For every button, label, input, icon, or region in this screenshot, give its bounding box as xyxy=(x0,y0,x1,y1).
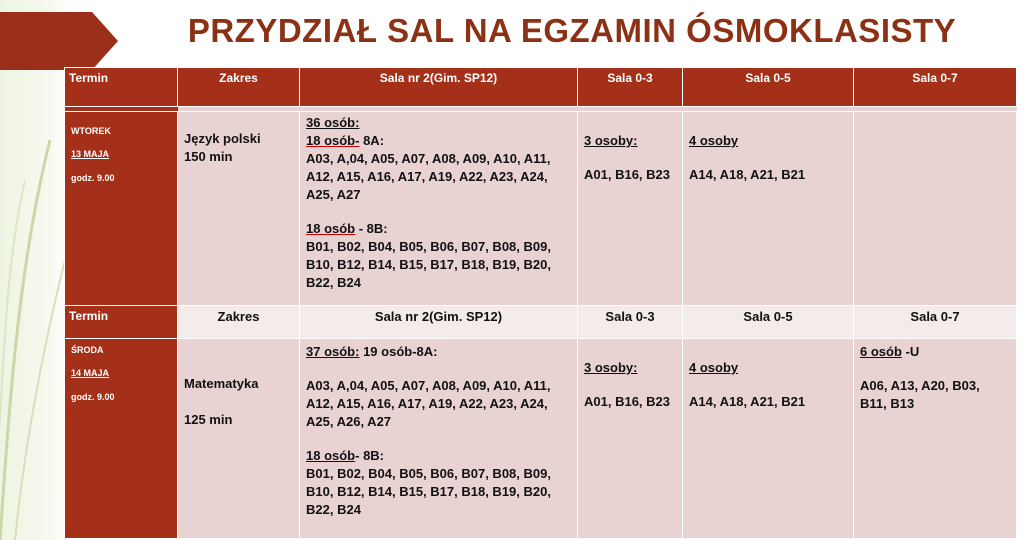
term-cell-day1 xyxy=(65,112,178,306)
sala05-cell-day2 xyxy=(683,339,854,539)
header-termin-2: Termin xyxy=(65,306,178,339)
table-row-day1 xyxy=(65,112,1017,306)
subject-duration: 150 min xyxy=(184,149,233,164)
day-label: ŚRODA xyxy=(71,345,104,355)
table-row-day2 xyxy=(65,339,1017,539)
sala03-list: A01, B16, B23 xyxy=(584,394,670,409)
group-b-list: B01, B02, B04, B05, B06, B07, B08, B09, B10, B12, B14, B15, B17, B18, B19, B20, B22, B24 xyxy=(306,466,551,517)
date-label: 14 MAJA xyxy=(71,368,110,379)
sala03-cell-day2 xyxy=(578,339,683,539)
subject-name: Matematyka xyxy=(184,376,259,391)
leaf-decoration xyxy=(0,140,70,540)
header-sala05: Sala 0-5 xyxy=(683,68,854,107)
subject-name: Język polski xyxy=(184,131,261,146)
header-row-2 xyxy=(65,306,1017,339)
group-b-class: - 8B: xyxy=(355,221,388,236)
sala2-total: 36 osób: xyxy=(306,115,360,130)
group-a-list: A03, A,04, A05, A07, A08, A09, A10, A11, A12, A15, A16, A17, A19, A22, A23, A24, A25, A27 xyxy=(306,151,551,202)
subject-duration: 125 min xyxy=(184,412,233,427)
sala05-list: A14, A18, A21, B21 xyxy=(689,167,806,182)
header-sala07-2: Sala 0-7 xyxy=(854,306,1017,339)
hour-label: godz. 9.00 xyxy=(71,172,115,183)
header-termin: Termin xyxy=(65,68,178,107)
header-sala07: Sala 0-7 xyxy=(854,68,1017,107)
sala05-count: 4 osoby xyxy=(689,133,739,148)
group-a-label: 19 osób-8A: xyxy=(359,344,438,359)
sala03-count: 3 osoby: xyxy=(584,360,638,375)
sala07-list: A06, A13, A20, B03, B11, B13 xyxy=(860,378,980,411)
term-cell-day2 xyxy=(65,339,178,539)
header-row xyxy=(65,68,1017,107)
sala07-cell-day1 xyxy=(854,112,1017,306)
sala07-suffix: -U xyxy=(901,344,920,359)
header-zakres: Zakres xyxy=(178,68,300,107)
header-sala05-2: Sala 0-5 xyxy=(683,306,854,339)
sala03-cell-day1 xyxy=(578,112,683,306)
date-label: 13 MAJA xyxy=(71,149,110,160)
sala07-count: 6 osób xyxy=(860,344,902,359)
sala2-total: 37 osób: xyxy=(306,344,360,359)
group-a-count: 18 osób- xyxy=(306,133,360,148)
sala05-count: 4 osoby xyxy=(689,360,739,375)
sala05-cell-day1 xyxy=(683,112,854,306)
page-title: PRZYDZIAŁ SAL NA EGZAMIN ÓSMOKLASISTY xyxy=(187,12,957,49)
header-zakres-2: Zakres xyxy=(178,306,300,339)
sala07-cell-day2 xyxy=(854,339,1017,539)
subject-cell-day1 xyxy=(178,112,300,306)
group-b-class: - 8B: xyxy=(355,448,385,463)
subject-cell-day2 xyxy=(178,339,300,539)
header-sala2: Sala nr 2(Gim. SP12) xyxy=(300,68,578,107)
group-b-count: 18 osób xyxy=(306,448,356,463)
group-b-count: 18 osób xyxy=(306,221,356,236)
sala03-list: A01, B16, B23 xyxy=(584,167,670,182)
header-sala03: Sala 0-3 xyxy=(578,68,683,107)
exam-room-table xyxy=(64,67,1017,539)
day-label: WTOREK xyxy=(71,126,111,136)
header-sala03-2: Sala 0-3 xyxy=(578,306,683,339)
sala05-list: A14, A18, A21, B21 xyxy=(689,394,806,409)
sala2-cell-day1 xyxy=(300,112,578,306)
group-a-list: A03, A,04, A05, A07, A08, A09, A10, A11, A12, A15, A16, A17, A19, A22, A23, A24, A25, A26, A27 xyxy=(306,378,551,429)
header-sala2-2: Sala nr 2(Gim. SP12) xyxy=(300,306,578,339)
group-a-class: 8A: xyxy=(359,133,385,148)
sala2-cell-day2 xyxy=(300,339,578,539)
hour-label: godz. 9.00 xyxy=(71,391,115,402)
sala03-count: 3 osoby: xyxy=(584,133,638,148)
group-b-list: B01, B02, B04, B05, B06, B07, B08, B09, B10, B12, B14, B15, B17, B18, B19, B20, B22, B24 xyxy=(306,239,551,290)
